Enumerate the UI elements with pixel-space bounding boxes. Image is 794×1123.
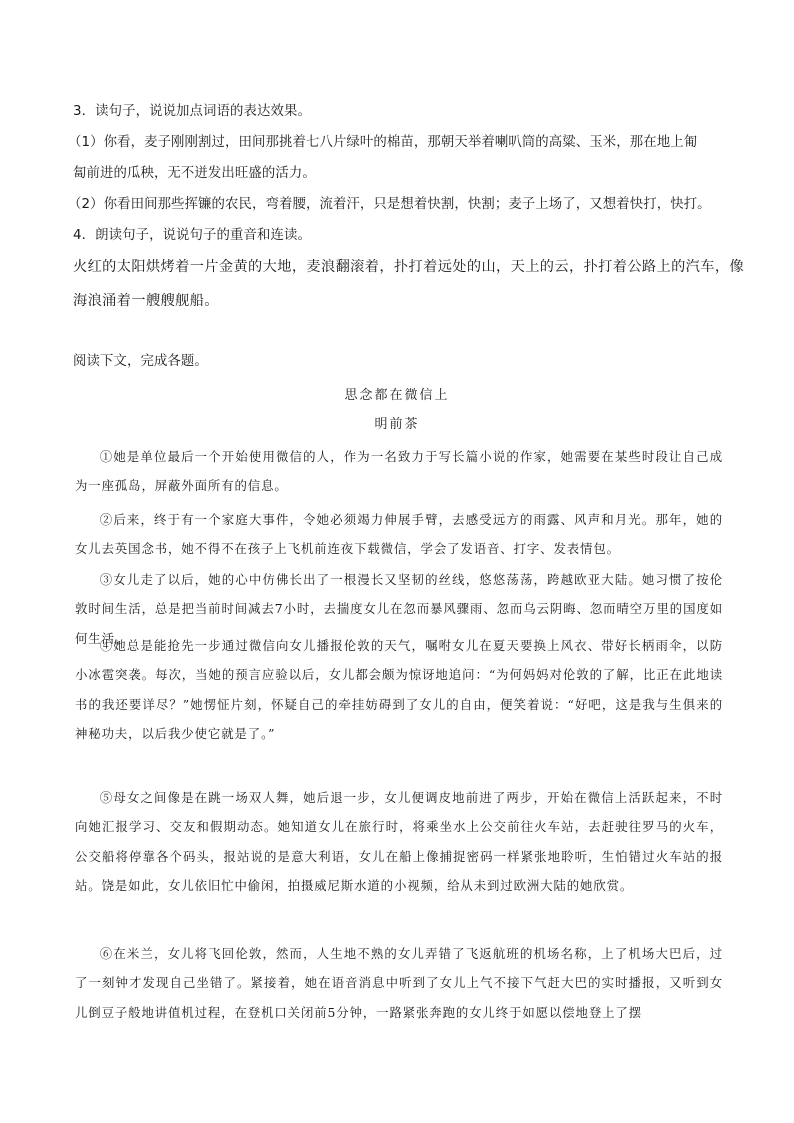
question-3-2: （2）你看田间那些挥镰的农民，弯着腰，流着汗，只是想着快割，快割；麦子上场了，又想着快打，快打。 xyxy=(68,197,711,212)
article-paragraph: ①她是单位最后一个开始使用微信的人，作为一名致力于写长篇小说的作家，她需要在某些时段让自己成为一座孤岛，屏蔽外面所有的信息。 xyxy=(75,449,723,494)
question-3-1-line-2: 匐前进的瓜秧，无不迸发出旺盛的活力。 xyxy=(73,166,316,181)
article-paragraph: ⑤母女之间像是在跳一场双人舞，她后退一步，女儿便调皮地前进了两步，开始在微信上活跃起来，不时向她汇报学习、交友和假期动态。她知道女儿在旅行时，将乘坐水上公交前往火车站，去赶驶往罗马的火车，公交船将停靠各个码头，报站说的是意大利语，女儿在船上像捕捉密码一样紧张地聆听，生怕错过火车站的报站。饶是如此，女儿依旧忙中偷闲，拍摄威尼斯水道的小视频，给从未到过欧洲大陆的她欣赏。 xyxy=(75,790,723,893)
article-paragraph: ④她总是能抢先一步通过微信向女儿播报伦敦的天气，嘱咐女儿在夏天要换上风衣、带好长柄雨伞，以防小冰雹突袭。每次，当她的预言应验以后，女儿都会颇为惊讶地追问：“为何妈妈对伦敦的了解，比正在此地读书的我还要详尽？”她愣怔片刻，怀疑自己的牵挂妨碍到了女儿的自由，便笑着说：“好吧，这是我与生俱来的神秘功夫，以后我少使它就是了。” xyxy=(75,638,723,741)
article-paragraph: ②后来，终于有一个家庭大事件，令她必须竭力伸展手臂，去感受远方的雨露、风声和月光。那年，她的女儿去英国念书，她不得不在孩子上飞机前连夜下载微信，学会了发语音、打字、发表情包。 xyxy=(75,512,723,557)
article-title: 思念都在微信上 xyxy=(344,388,450,403)
article-paragraph: ⑥在米兰，女儿将飞回伦敦，然而，人生地不熟的女儿弄错了飞返航班的机场名称，上了机场大巴后，过了一刻钟才发现自己坐错了。紧接着，她在语音消息中听到了女儿上气不接下气赶大巴的实时播报，又听到女儿倒豆子般地讲值机过程，在登机口关闭前5分钟，一路紧张奔跑的女儿终于如愿以偿地登上了摆 xyxy=(75,946,723,1020)
question-3: 3．读句子，说说加点词语的表达效果。 xyxy=(73,104,311,119)
article-author: 明前茶 xyxy=(374,417,420,432)
question-4-sentence-line-2: 海浪涌着一艘艘舰船。 xyxy=(73,293,219,309)
question-3-1-line-1: （1）你看，麦子刚刚割过，田间那挑着七八片绿叶的棉苗，那朝天举着喇叭筒的高粱、玉米，那在地上匍 xyxy=(68,135,698,150)
article-paragraph: ③女儿走了以后，她的心中仿佛长出了一根漫长又坚韧的丝线，悠悠荡荡，跨越欧亚大陆。她习惯了按伦敦时间生活，总是把当前时间减去7小时，去揣度女儿在忽而暴风骤雨、忽而乌云阴晦、忽而晴空万里的国度如何生活。 xyxy=(75,572,723,646)
question-4: 4．朗读句子，说说句子的重音和连读。 xyxy=(73,228,311,243)
reading-instruction: 阅读下文，完成各题。 xyxy=(73,354,208,369)
question-4-sentence-line-1: 火红的太阳烘烤着一片金黄的大地，麦浪翻滚着，扑打着远处的山，天上的云，扑打着公路上的汽车，像 xyxy=(73,259,745,275)
